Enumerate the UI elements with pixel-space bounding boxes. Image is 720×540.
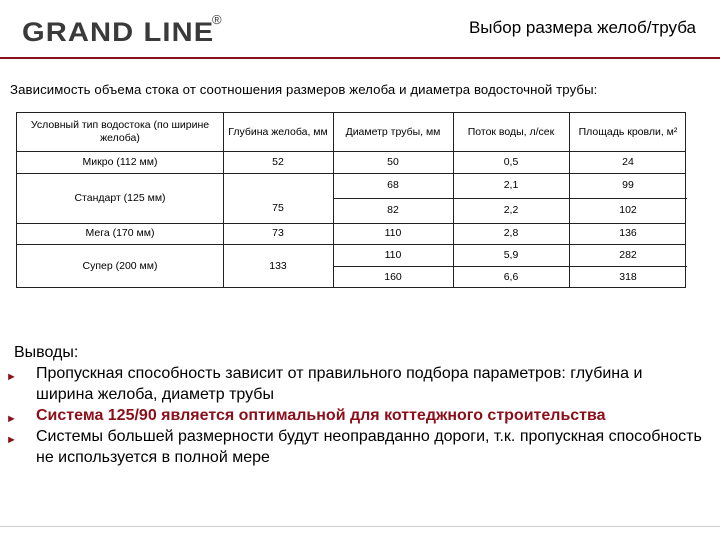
area-cell: 282 <box>619 248 637 261</box>
flow-cell: 0,5 <box>503 155 519 168</box>
flow-cell: 2,1 <box>503 179 519 191</box>
footer-divider <box>0 526 720 527</box>
flow-cell: 5,9 <box>503 248 519 261</box>
flow-cell: 6,6 <box>503 270 519 283</box>
conclusion-item <box>6 426 704 468</box>
area-cell: 318 <box>619 270 637 283</box>
type-cell: Микро (112 мм) <box>82 155 158 168</box>
diameter-cell: 110 <box>384 248 402 261</box>
diameter-cell: 110 <box>384 227 402 239</box>
conclusion-text: Пропускная способность зависит от правильного подбора параметров: глубина и ширина желоба, диаметр трубы <box>36 365 643 403</box>
diameter-cell: 68 <box>387 179 399 191</box>
diameter-cell: 82 <box>387 204 399 216</box>
header-depth: Глубина желоба, мм <box>228 125 328 138</box>
flow-cell: 2,8 <box>503 227 519 239</box>
brand-logo <box>22 14 222 50</box>
logo-text: GRAND LINE <box>22 17 215 47</box>
depth-cell: 133 <box>269 260 287 272</box>
type-cell: Мега (170 мм) <box>85 227 155 239</box>
conclusions <box>6 342 704 468</box>
slide-title: Выбор размера желоб/труба <box>468 18 696 37</box>
header-diameter: Диаметр трубы, мм <box>345 125 441 138</box>
conclusion-item <box>6 405 704 426</box>
conclusion-text-highlight: Система 125/90 является оптимальной для коттеджного строительства <box>36 407 606 424</box>
type-cell: Стандарт (125 мм) <box>74 191 166 204</box>
diameter-cell: 50 <box>387 155 399 168</box>
depth-cell: 52 <box>272 155 284 168</box>
diameter-cell: 160 <box>384 270 402 283</box>
header-divider <box>0 57 720 59</box>
depth-cell: 75 <box>272 202 284 214</box>
triangle-bullet-icon: ► <box>6 413 17 425</box>
area-cell: 102 <box>619 204 637 216</box>
registered-mark: ® <box>212 12 222 27</box>
area-cell: 99 <box>622 179 634 191</box>
gutter-pipe-table <box>16 112 686 288</box>
flow-cell: 2,2 <box>503 204 519 216</box>
triangle-bullet-icon: ► <box>6 371 17 383</box>
table-caption: Зависимость объема стока от соотношения размеров желоба и диаметра водосточной трубы: <box>10 82 598 97</box>
area-cell: 24 <box>622 155 634 168</box>
header-area: Площадь кровли, м² <box>578 125 678 138</box>
conclusion-item <box>6 363 704 405</box>
depth-cell: 73 <box>272 227 284 239</box>
type-cell: Супер (200 мм) <box>82 260 158 272</box>
header-flow: Поток воды, л/сек <box>467 125 555 138</box>
conclusion-text: Системы большей размерности будут неоправданно дороги, т.к. пропускная способность не используется в полной мере <box>36 428 702 466</box>
triangle-bullet-icon: ► <box>6 434 17 446</box>
area-cell: 136 <box>619 227 637 239</box>
header-type: Условный тип водостока (по ширине желоба) <box>30 119 210 144</box>
conclusions-heading: Выводы: <box>14 344 79 361</box>
